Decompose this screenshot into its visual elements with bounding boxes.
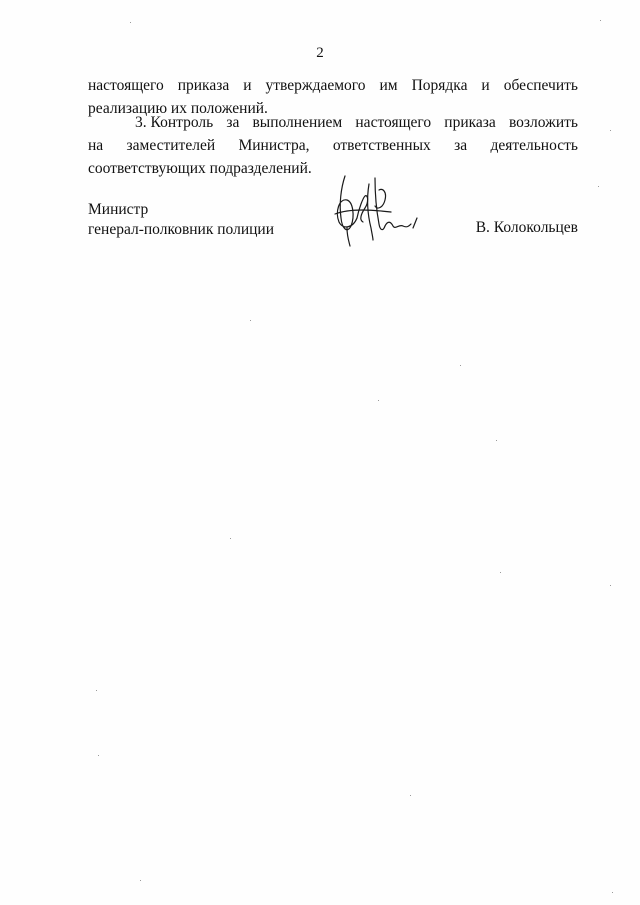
word: за bbox=[226, 114, 240, 131]
signatory-rank: генерал-полковник полиции bbox=[88, 221, 275, 238]
word: и bbox=[481, 77, 490, 94]
word: утверждаемого bbox=[265, 77, 366, 94]
paragraph-1-line-2: реализацию их положений. bbox=[88, 100, 268, 117]
handwritten-signature-icon bbox=[325, 168, 425, 250]
word: Порядка bbox=[411, 77, 468, 94]
word: приказа bbox=[177, 77, 230, 94]
word: 3. Контроль bbox=[135, 114, 214, 131]
paragraph-1-line-1 bbox=[88, 74, 578, 97]
word: Министра, bbox=[238, 137, 310, 154]
word: обеспечить bbox=[503, 77, 578, 94]
paragraph-2-line-1 bbox=[88, 111, 578, 134]
word: деятельность bbox=[490, 137, 578, 154]
paragraph-2-line-3: соответствующих подразделений. bbox=[88, 160, 312, 177]
word: настоящего bbox=[88, 77, 164, 94]
word: возложить bbox=[508, 114, 578, 131]
signatory-title bbox=[88, 200, 274, 240]
signatory-name: В. Колокольцев bbox=[475, 219, 578, 236]
signatory-position: Министр bbox=[88, 201, 149, 218]
word: и bbox=[243, 77, 252, 94]
word: приказа bbox=[444, 114, 496, 131]
page-number: 2 bbox=[316, 45, 324, 61]
paragraph-2-line-2 bbox=[88, 134, 578, 157]
word: им bbox=[379, 77, 398, 94]
word: ответственных bbox=[332, 137, 431, 154]
word: выполнением bbox=[252, 114, 343, 131]
word: настоящего bbox=[355, 114, 432, 131]
word: заместителей bbox=[126, 137, 216, 154]
word: за bbox=[454, 137, 468, 154]
word: на bbox=[88, 137, 104, 154]
